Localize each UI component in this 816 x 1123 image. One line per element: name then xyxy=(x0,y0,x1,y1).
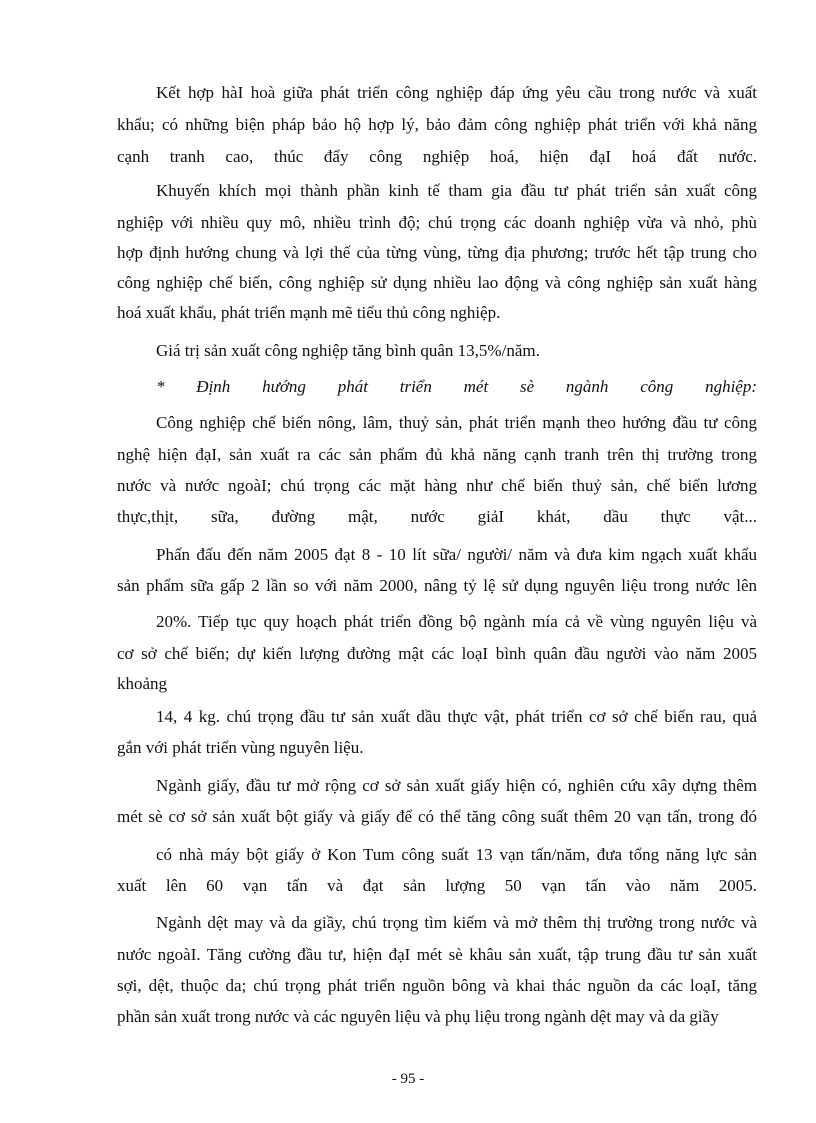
paragraph-1-line-2: khẩu; có những biện pháp bảo hộ hợp lý, bảo đảm công nghiệp phát triển với khả năng xyxy=(117,115,757,134)
paragraph-7-line-2: nước ngoàI. Tăng cường đầu tư, hiện đạI mét sè khâu sản xuất, tập trung đầu tư sản xuất xyxy=(117,945,757,964)
paragraph-4-line-3: nước và nước ngoàI; chú trọng các mặt hàng như chế biến thuỷ sản, chế biến lương xyxy=(117,476,757,495)
paragraph-5-line-7: gắn với phát triển vùng nguyên liệu. xyxy=(117,738,364,757)
paragraph-7-line-4: phần sản xuất trong nước và các nguyên liệu và phụ liệu trong ngành dệt may và da giầy xyxy=(117,1007,719,1026)
paragraph-2-line-3: hợp định hướng chung và lợi thế của từng vùng, từng địa phương; trước hết tập trung cho xyxy=(117,243,757,262)
paragraph-5-line-2: sản phẩm sữa gấp 2 lần so với năm 2000, nâng tỷ lệ sử dụng nguyên liệu trong nước lên xyxy=(117,576,757,595)
paragraph-7-line-3: sợi, dệt, thuộc da; chú trọng phát triển nguồn bông và khai thác nguồn da các loạI, tăng xyxy=(117,976,757,995)
paragraph-7-line-1: Ngành dệt may và da giầy, chú trọng tìm kiếm và mở thêm thị trường trong nước và xyxy=(156,913,757,932)
paragraph-4-line-1: Công nghiệp chế biến nông, lâm, thuỷ sản, phát triển mạnh theo hướng đầu tư công xyxy=(156,413,757,432)
paragraph-2-line-4: công nghiệp chế biến, công nghiệp sử dụng nhiều lao động và công nghiệp sản xuất hàng xyxy=(117,273,757,292)
section-heading: * Định hướng phát triển mét sè ngành công nghiệp: xyxy=(156,377,757,396)
paragraph-2-line-5: hoá xuất khẩu, phát triển mạnh mẽ tiểu thủ công nghiệp. xyxy=(117,303,501,322)
paragraph-5-line-5: khoảng xyxy=(117,674,168,693)
paragraph-3: Giá trị sản xuất công nghiệp tăng bình quân 13,5%/năm. xyxy=(156,341,540,360)
paragraph-5-line-3: 20%. Tiếp tục quy hoạch phát triển đồng bộ ngành mía cả về vùng nguyên liệu và xyxy=(156,612,757,631)
paragraph-6-line-1: Ngành giấy, đầu tư mở rộng cơ sở sản xuất giấy hiện có, nghiên cứu xây dựng thêm xyxy=(156,776,757,795)
paragraph-2-line-1: Khuyến khích mọi thành phần kinh tế tham gia đầu tư phát triển sản xuất công xyxy=(156,181,757,200)
page-number: - 95 - xyxy=(391,1071,425,1087)
paragraph-5-line-1: Phấn đấu đến năm 2005 đạt 8 - 10 lít sữa/ người/ năm và đưa kim ngạch xuất khẩu xyxy=(156,545,757,564)
paragraph-1-line-1: Kết hợp hàI hoà giữa phát triển công nghiệp đáp ứng yêu cầu trong nước và xuất xyxy=(156,83,757,102)
paragraph-4-line-2: nghệ hiện đạI, sản xuất ra các sản phẩm đủ khả năng cạnh tranh trên thị trường trong xyxy=(117,445,757,464)
paragraph-6-line-3: có nhà máy bột giấy ở Kon Tum công suất 13 vạn tấn/năm, đưa tổng năng lực sản xyxy=(156,845,757,864)
paragraph-5-line-4: cơ sở chế biến; dự kiến lượng đường mật các loạI bình quân đầu người vào năm 2005 xyxy=(117,644,757,663)
paragraph-2-line-2: nghiệp với nhiều quy mô, nhiều trình độ; chú trọng các doanh nghiệp vừa và nhỏ, phù xyxy=(117,213,757,232)
paragraph-1-line-3: cạnh tranh cao, thúc đẩy công nghiệp hoá, hiện đạI hoá đất nước. xyxy=(117,147,757,166)
paragraph-5-line-6: 14, 4 kg. chú trọng đầu tư sản xuất dầu thực vật, phát triển cơ sở chế biến rau, quả xyxy=(156,707,757,726)
paragraph-4-line-4: thực,thịt, sữa, đường mật, nước giảI khát, dầu thực vật... xyxy=(117,507,757,526)
paragraph-6-line-4: xuất lên 60 vạn tấn và đạt sản lượng 50 vạn tấn vào năm 2005. xyxy=(117,876,757,895)
paragraph-6-line-2: mét sè cơ sở sản xuất bột giấy và giấy để có thể tăng công suất thêm 20 vạn tấn, trong đó xyxy=(117,807,757,826)
